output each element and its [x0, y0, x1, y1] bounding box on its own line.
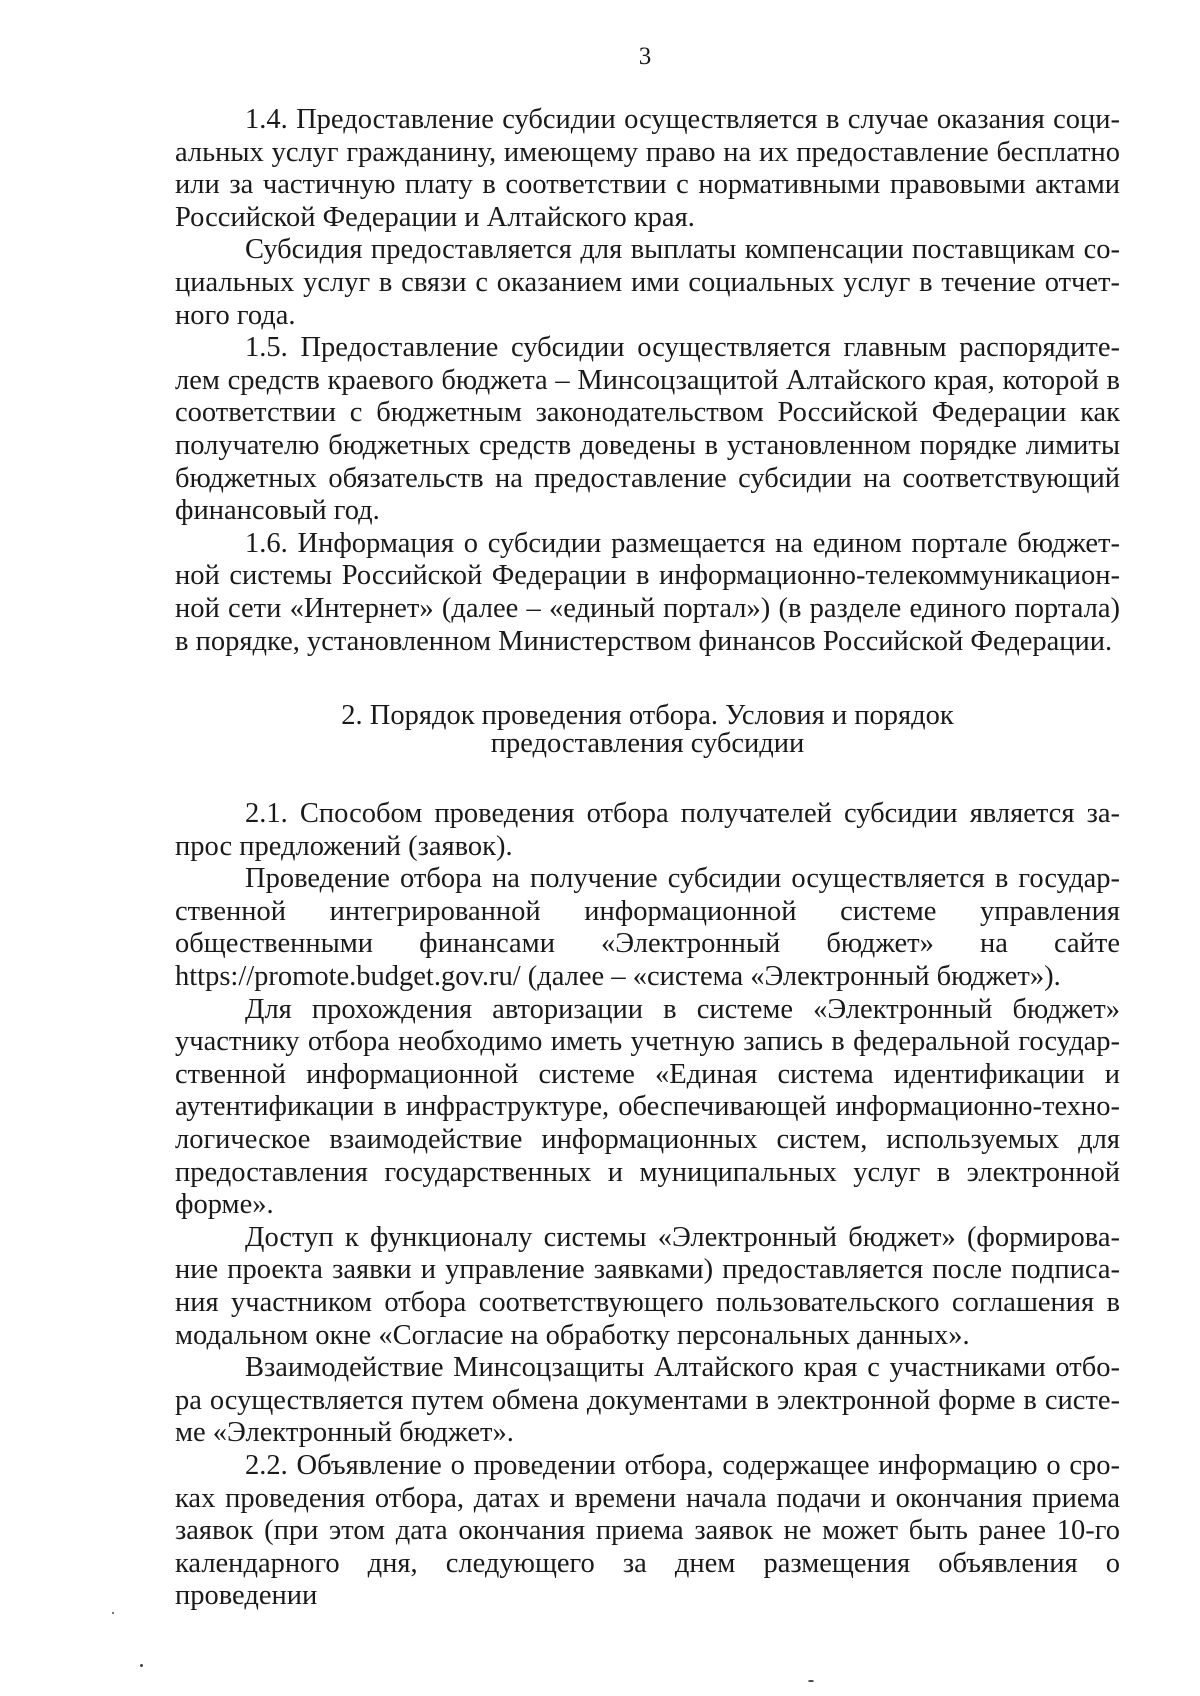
paragraph-access: Доступ к функционалу системы «Электронный бюджет» (формирование проекта заявки и управление заявками) предоставляется после подписания участником отбора соответствующего пользовательского соглашения в модальном окне «Согласие на обработку персональных данных». — [175, 1221, 1120, 1351]
paragraph-1-5: 1.5. Предоставление субсидии осуществляется главным распорядителем средств краевого бюджета – Минсоцзащитой Алтайского края, которой в соответствии с бюджетным законодательством Российской Федерации как получателю бюджетных средств доведены в установленном порядке лимиты бюджетных обязательств на предоставление субсидии на соответствующий финансовый год. — [175, 332, 1120, 527]
scan-speck — [808, 1680, 814, 1682]
paragraph-interaction: Взаимодействие Минсоцзащиты Алтайского края с участниками отбора осуществляется путем обмена документами в электронной форме в системе «Электронный бюджет». — [175, 1352, 1120, 1449]
paragraph-1-4: 1.4. Предоставление субсидии осуществляется в случае оказания социальных услуг гражданину, имеющему право на их предоставление бесплатно или за частичную плату в соответствии с нормативными правовыми актами Российской Федерации и Алтайского края. — [175, 104, 1120, 233]
paragraph-authorization: Для прохождения авторизации в системе «Электронный бюджет» участнику отбора необходимо иметь учетную запись в федеральной государственной информационной системе «Единая система идентификации и аутентификации в инфраструктуре, обеспечивающей информационно-технологическое взаимодействие информационных систем, используемых для предоставления государственных и муниципальных услуг в электронной форме». — [175, 993, 1120, 1221]
section-heading — [175, 702, 1120, 758]
paragraph-subsidy-purpose: Субсидия предоставляется для выплаты компенсации поставщикам социальных услуг в связи с оказанием ими социальных услуг в течение отчетного года. — [175, 234, 1120, 331]
section-heading-line-2: предоставления субсидии — [490, 728, 805, 760]
paragraph-1-6: 1.6. Информация о субсидии размещается на едином портале бюджетной системы Российской Федерации в информационно-телекоммуникационной сети «Интернет» (далее – «единый портал») (в разделе единого портала) в порядке, установленном Министерством финансов Российской Федерации. — [175, 527, 1120, 657]
scan-speck — [140, 1664, 143, 1667]
section-heading-line-1: 2. Порядок проведения отбора. Условия и порядок — [341, 700, 954, 732]
scan-speck — [112, 1612, 114, 1614]
paragraph-2-2: 2.2. Объявление о проведении отбора, содержащее информацию о сроках проведения отбора, датах и времени начала подачи и окончания приема заявок (при этом дата окончания приема заявок не может быть ранее 10-го календарного дня, следующего за днем размещения объявления о проведении — [175, 1449, 1120, 1612]
page-number: 3 — [638, 43, 652, 70]
paragraph-electronic-budget: Проведение отбора на получение субсидии осуществляется в государственной интегрированной информационной системе управления общественными финансами «Электронный бюджет» на сайте https://promote.budget.gov.ru/ (далее – «система «Электронный бюджет»). — [175, 863, 1120, 993]
document-body — [175, 104, 1120, 1613]
paragraph-2-1: 2.1. Способом проведения отбора получателей субсидии является запрос предложений (заявок). — [175, 798, 1120, 862]
